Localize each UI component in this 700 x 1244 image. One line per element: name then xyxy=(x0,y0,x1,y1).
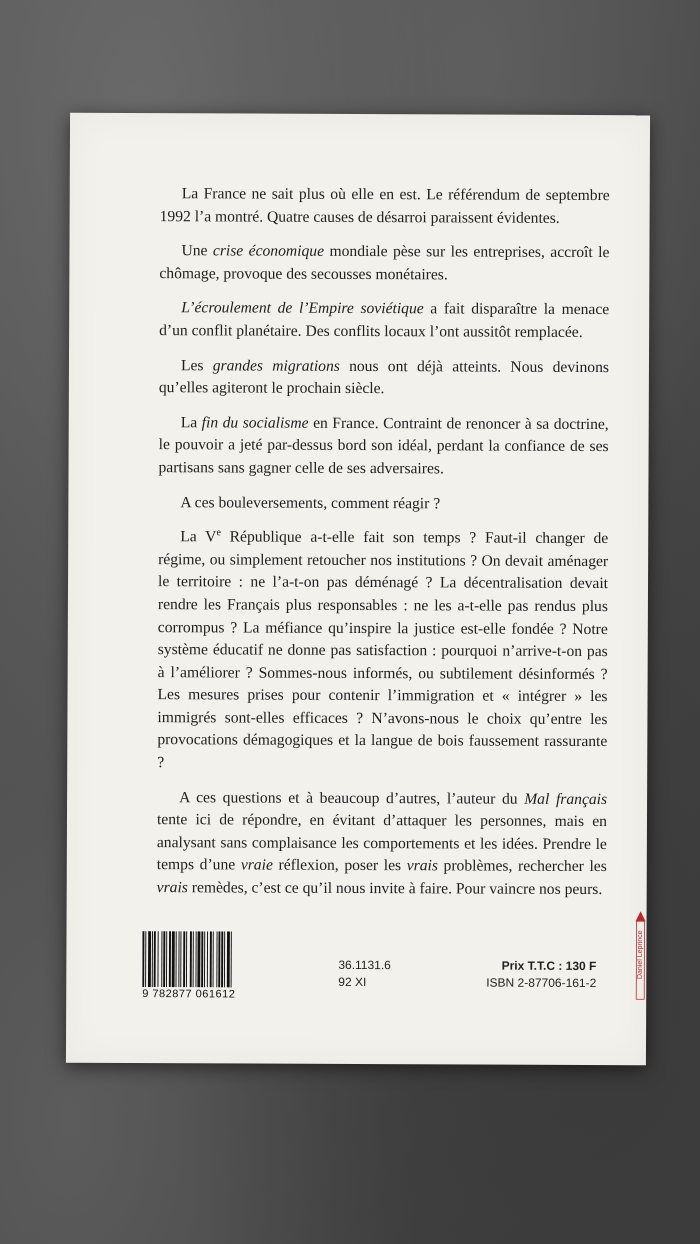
paragraph-2: Une crise économique mondiale pèse sur les entreprises, accroît le chômage, provoque des secousses monétaires. xyxy=(159,242,610,284)
isbn-barcode xyxy=(142,931,262,1002)
catalog-codes xyxy=(338,957,391,991)
isbn-text: ISBN 2-87706-161-2 xyxy=(486,975,597,991)
book-back-cover xyxy=(66,113,650,1066)
paragraph-8: A ces questions et à beaucoup d’autres, l’auteur du Mal français tente ici de répondre, en évitant d’attaquer les personnes, mais en analysant sans complaisance les comportements et les idées. Prendre le temps d’une vraie réflexion, poser les vrais problèmes, rechercher les vrais remèdes, c’est ce qu’il nous invite à faire. Pour vaincre nos peurs. xyxy=(156,788,608,899)
publisher-logo xyxy=(634,911,646,1001)
blurb-text xyxy=(157,183,610,914)
paragraph-3: L’écroulement de l’Empire soviétique a fait disparaître la menace d’un conflit planétaire. Des conflits locaux l’ont aussitôt remplacée. xyxy=(159,299,610,341)
price-label: Prix T.T.C : 130 F xyxy=(501,958,597,974)
paragraph-5: La fin du socialisme en France. Contraint de renoncer à sa doctrine, le pouvoir a jeté par-dessus bord son idéal, perdant la confiance de ses partisans sans gagner celle de ses adversaires. xyxy=(158,413,609,478)
paragraph-6: A ces bouleversements, comment réagir ? xyxy=(180,493,441,512)
catalog-code-1: 36.1131.6 xyxy=(338,957,391,973)
publisher-logo-text: Daniel Leprince xyxy=(636,930,645,980)
paragraph-7: La Ve République a-t-elle fait son temps ? Faut-il changer de régime, ou simplement retoucher nos institutions ? On devait aménager le territoire : ne l’a-t-on pas déménagé ? La décentralisation devait rendre les Français plus responsables : ne les a-t-elle pas rendus plus corrompus ? La méfiance qu’inspire la justice est-elle fondée ? Notre système éducatif ne donne pas satisfaction : pourquoi n’arrive-t-on pas à l’améliorer ? Sommes-nous informés, ou subtilement désinformés ? Les mesures prises pour contenir l’immigration et « intégrer » les immigrés sont-elles efficaces ? N’avons-nous le choix qu’entre les provocations démagogiques et la langue de bois faussement rassurante ? xyxy=(157,527,609,772)
barcode-number: 9 782877 061612 xyxy=(142,988,236,1001)
catalog-code-2: 92 XI xyxy=(338,974,367,990)
price-block xyxy=(476,958,596,993)
barcode-bars xyxy=(142,931,262,988)
paragraph-4: Les grandes migrations nous ont déjà atteints. Nous devinons qu’elles agiteront le prochain siècle. xyxy=(158,356,609,398)
paragraph-1: La France ne sait plus où elle en est. Le référendum de septembre 1992 l’a montré. Quatre causes de désarroi paraissent évidentes. xyxy=(159,185,610,227)
